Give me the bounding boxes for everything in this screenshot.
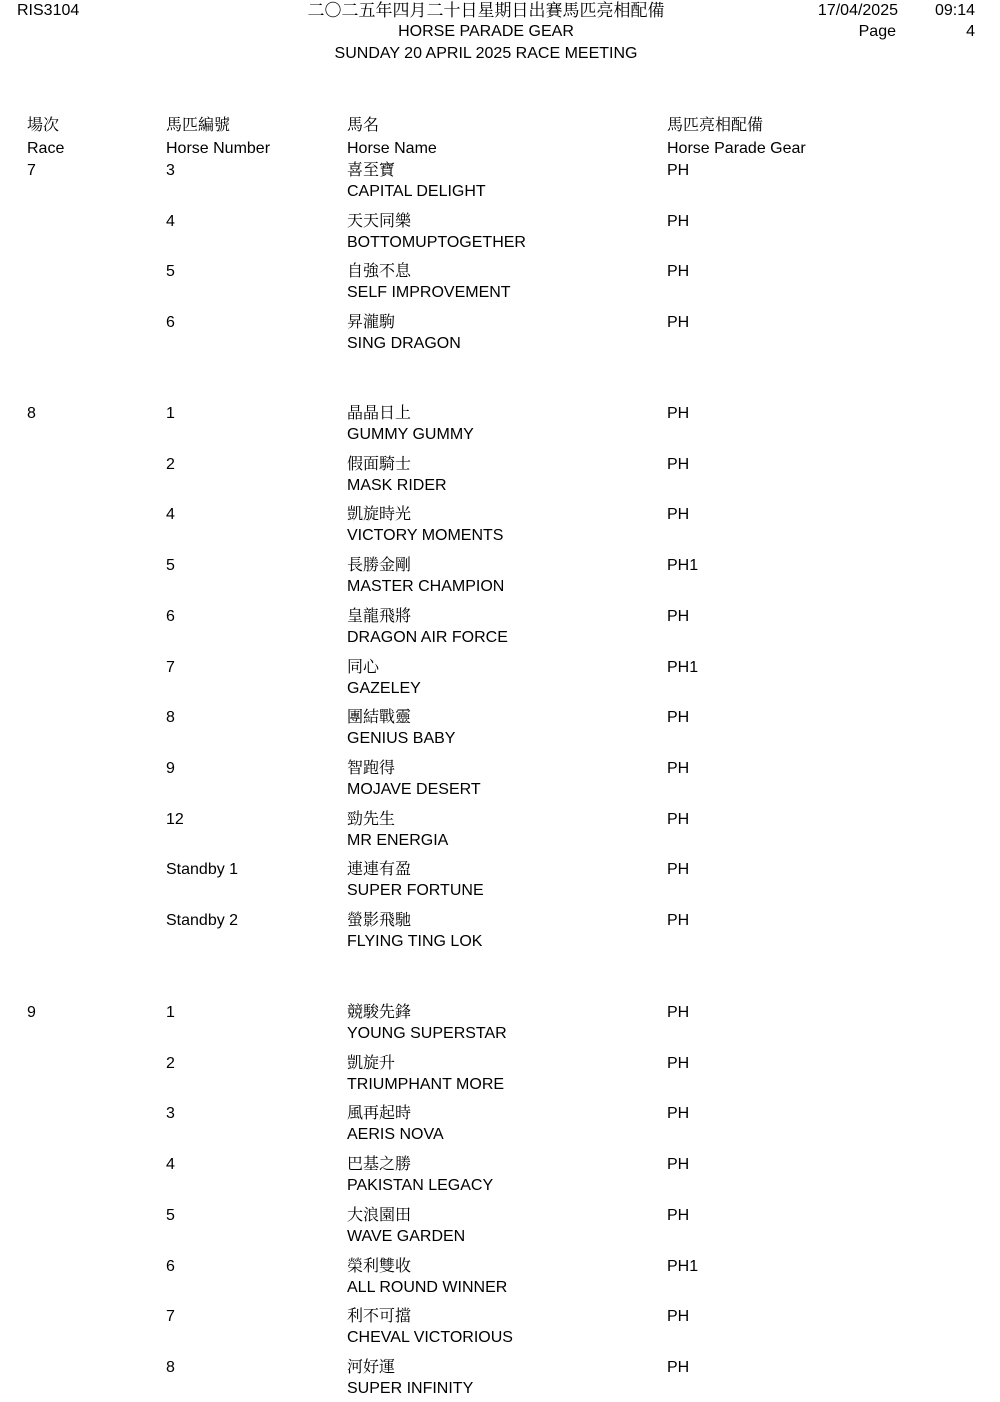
horse-number: 6 [166, 1258, 175, 1275]
column-header-gear-cn: 馬匹亮相配備 [667, 117, 764, 134]
horse-number: 5 [166, 263, 175, 280]
print-time: 09:14 [934, 2, 975, 19]
race-number: 8 [27, 405, 36, 422]
horse-name-en: PAKISTAN LEGACY [347, 1177, 494, 1194]
column-header-horse-number-cn: 馬匹編號 [166, 117, 231, 134]
horse-name-cn: 勁先生 [347, 811, 396, 828]
horse-number: 4 [166, 1156, 175, 1173]
column-header-race: Race [27, 140, 65, 157]
horse-name-cn: 螢影飛馳 [347, 912, 412, 929]
horse-name-en: CHEVAL VICTORIOUS [347, 1329, 513, 1346]
horse-name-cn: 自強不息 [347, 263, 412, 280]
horse-name-cn: 皇龍飛將 [347, 608, 412, 625]
parade-gear: PH1 [667, 1258, 699, 1275]
parade-gear: PH [667, 1105, 690, 1122]
horse-number: 6 [166, 314, 175, 331]
horse-number: 5 [166, 1207, 175, 1224]
column-header-horse-number: Horse Number [166, 140, 271, 157]
horse-name-cn: 同心 [347, 659, 380, 676]
parade-gear: PH [667, 162, 690, 179]
horse-name-en: MASK RIDER [347, 477, 447, 494]
horse-name-cn: 團結戰靈 [347, 709, 412, 726]
parade-gear: PH [667, 1004, 690, 1021]
horse-name-cn: 智跑得 [347, 760, 396, 777]
horse-number: 2 [166, 456, 175, 473]
parade-gear: PH [667, 1207, 690, 1224]
race-number: 7 [27, 162, 36, 179]
horse-number: 7 [166, 659, 175, 676]
horse-name-en: SELF IMPROVEMENT [347, 284, 511, 301]
parade-gear: PH [667, 912, 690, 929]
horse-number: 7 [166, 1308, 175, 1325]
parade-gear: PH1 [667, 557, 699, 574]
horse-name-cn: 大浪園田 [347, 1207, 412, 1224]
report-title-cn: 二〇二五年四月二十日星期日出賽馬匹亮相配備 [307, 1, 665, 20]
horse-name-en: ALL ROUND WINNER [347, 1279, 508, 1296]
horse-number: Standby 1 [166, 861, 239, 878]
horse-name-cn: 連連有盈 [347, 861, 412, 878]
column-header-race-cn: 場次 [27, 117, 60, 134]
horse-name-en: SUPER INFINITY [347, 1380, 474, 1397]
horse-name-en: VICTORY MOMENTS [347, 527, 504, 544]
horse-name-en: AERIS NOVA [347, 1126, 444, 1143]
horse-name-cn: 凱旋升 [347, 1055, 396, 1072]
horse-name-en: YOUNG SUPERSTAR [347, 1025, 507, 1042]
horse-number: 1 [166, 405, 175, 422]
horse-name-cn: 榮利雙收 [347, 1258, 412, 1275]
parade-gear: PH [667, 1055, 690, 1072]
page-label: Page [858, 23, 896, 40]
print-date: 17/04/2025 [817, 2, 898, 19]
parade-gear: PH [667, 263, 690, 280]
horse-number: 6 [166, 608, 175, 625]
horse-number: 2 [166, 1055, 175, 1072]
report-title-en: HORSE PARADE GEAR [398, 23, 574, 40]
horse-name-en: MASTER CHAMPION [347, 578, 505, 595]
parade-gear: PH [667, 506, 690, 523]
horse-name-en: MR ENERGIA [347, 832, 449, 849]
horse-name-cn: 長勝金剛 [347, 557, 412, 574]
horse-name-cn: 河好運 [347, 1359, 396, 1376]
horse-name-cn: 巴基之勝 [347, 1156, 412, 1173]
page-number: 4 [966, 23, 975, 40]
horse-name-en: SUPER FORTUNE [347, 882, 484, 899]
parade-gear: PH [667, 1359, 690, 1376]
horse-name-cn: 凱旋時光 [347, 506, 412, 523]
horse-number: 8 [166, 709, 175, 726]
parade-gear: PH1 [667, 659, 699, 676]
horse-name-cn: 天天同樂 [347, 213, 412, 230]
report-subtitle: SUNDAY 20 APRIL 2025 RACE MEETING [334, 45, 638, 62]
race-number: 9 [27, 1004, 36, 1021]
horse-name-en: CAPITAL DELIGHT [347, 183, 486, 200]
horse-number: 12 [166, 811, 184, 828]
horse-name-en: TRIUMPHANT MORE [347, 1076, 505, 1093]
horse-name-en: GENIUS BABY [347, 730, 456, 747]
column-header-gear: Horse Parade Gear [667, 140, 806, 157]
horse-name-cn: 風再起時 [347, 1105, 412, 1122]
horse-name-en: SING DRAGON [347, 335, 461, 352]
parade-gear: PH [667, 811, 690, 828]
horse-name-en: GUMMY GUMMY [347, 426, 474, 443]
horse-number: 9 [166, 760, 175, 777]
horse-name-cn: 喜至寶 [347, 162, 396, 179]
parade-gear: PH [667, 709, 690, 726]
horse-name-en: DRAGON AIR FORCE [347, 629, 508, 646]
horse-name-en: GAZELEY [347, 680, 421, 697]
column-header-horse-name-cn: 馬名 [347, 117, 380, 134]
parade-gear: PH [667, 861, 690, 878]
horse-number: 3 [166, 162, 175, 179]
horse-number: 1 [166, 1004, 175, 1021]
horse-number: 4 [166, 213, 175, 230]
column-header-horse-name: Horse Name [347, 140, 437, 157]
horse-number: 3 [166, 1105, 175, 1122]
horse-number: Standby 2 [166, 912, 239, 929]
parade-gear: PH [667, 608, 690, 625]
parade-gear: PH [667, 1156, 690, 1173]
horse-name-en: FLYING TING LOK [347, 933, 483, 950]
parade-gear: PH [667, 456, 690, 473]
horse-name-cn: 假面騎士 [347, 456, 412, 473]
parade-gear: PH [667, 213, 690, 230]
parade-gear: PH [667, 1308, 690, 1325]
horse-name-cn: 昇瀧駒 [347, 314, 396, 331]
horse-number: 8 [166, 1359, 175, 1376]
report-code: RIS3104 [17, 2, 80, 19]
parade-gear: PH [667, 405, 690, 422]
parade-gear: PH [667, 760, 690, 777]
horse-number: 4 [166, 506, 175, 523]
horse-name-cn: 競駿先鋒 [347, 1004, 412, 1021]
horse-name-en: WAVE GARDEN [347, 1228, 466, 1245]
horse-name-cn: 晶晶日上 [347, 405, 412, 422]
horse-number: 5 [166, 557, 175, 574]
horse-name-cn: 利不可擋 [347, 1308, 412, 1325]
parade-gear: PH [667, 314, 690, 331]
horse-name-en: MOJAVE DESERT [347, 781, 481, 798]
horse-name-en: BOTTOMUPTOGETHER [347, 234, 526, 251]
